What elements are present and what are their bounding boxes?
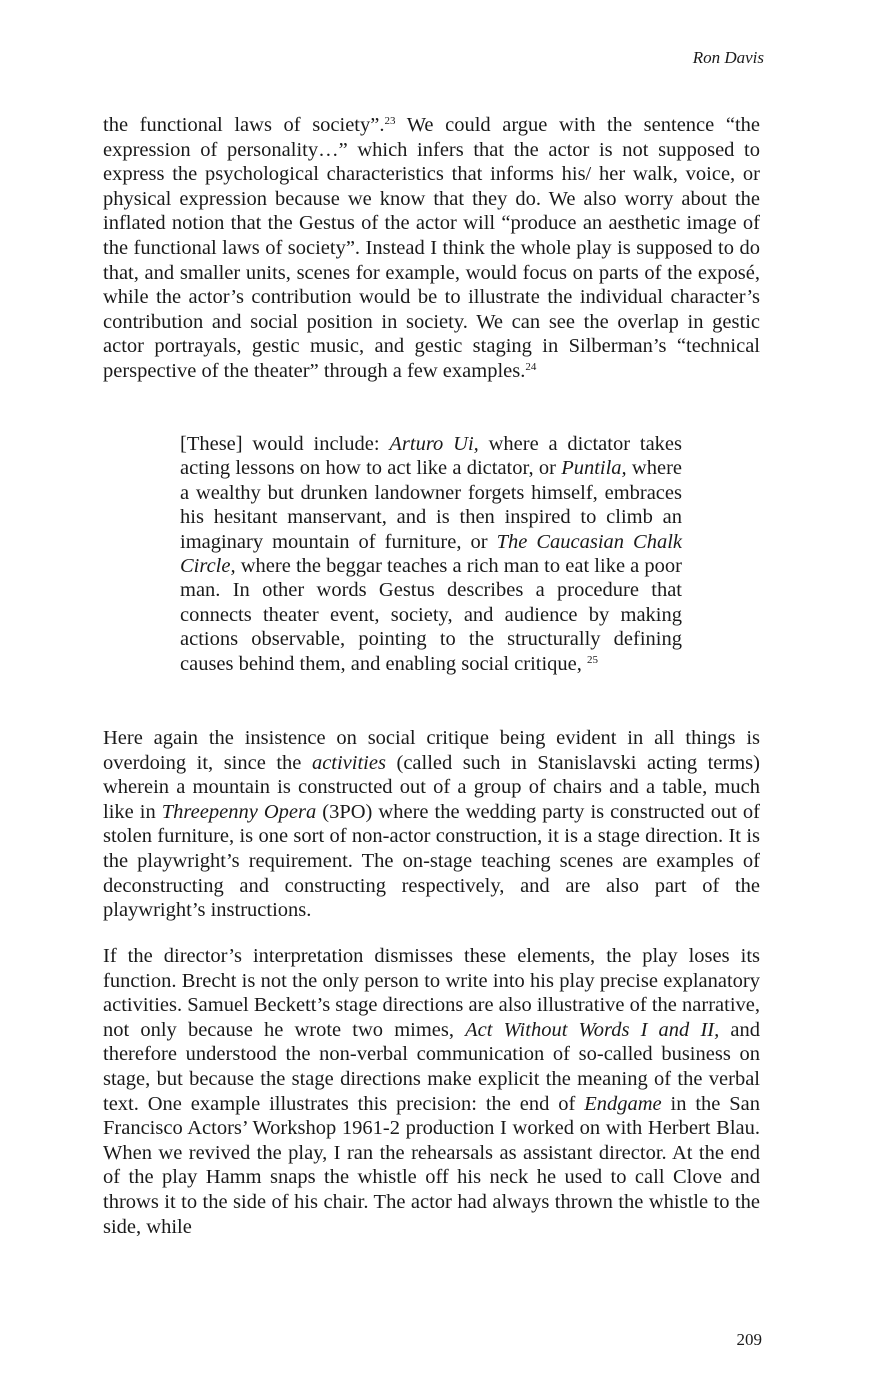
- paragraph-text: We could argue with the sentence “the expression of personality…” which infers that the actor is not supposed to express the psychological characteristics that informs his/ her walk, voice, or physical expression because we know that they do. We also worry about the inflated notion that the Gestus of the actor will “produce an aesthetic image of the functional laws of society”. Instead I think the whole play is supposed to do that, and smaller units, scenes for example, would focus on parts of the exposé, while the actor’s contribution would be to illustrate the individual character’s contribution and social position in society. We can see the overlap in gestic actor portrayals, gestic music, and gestic staging in Silberman’s “technical perspective of the theater” through a few examples.: [103, 114, 760, 382]
- title-arturo-ui: Arturo Ui,: [389, 433, 479, 455]
- body-paragraph-1: [103, 113, 760, 384]
- emphasis-activities: activities: [311, 751, 386, 774]
- paragraph-text: (3PO) where the wedding party is constructed out of stolen furniture, is one sort of non-actor construction, it is a stage direction. It is the playwright’s requirement. The on-stage teaching scenes are examples of deconstructing and constructing respectively, and are also part of the playwright’s instructions.: [103, 800, 761, 922]
- footnote-ref-25: 25: [587, 653, 599, 666]
- title-threepenny-opera: Threepenny Opera: [161, 800, 317, 823]
- quote-text: where the beggar teaches a rich man to eat like a poor man. In other words Gestus describes a procedure that connects theater event, society, and audience by making actions observable, pointing to the structurally defining causes behind them, and enabling social critique,: [180, 555, 682, 675]
- paragraph-text: Here again the insistence on social critique being evident in all things is overdoing it, since the: [103, 727, 760, 774]
- paragraph-text: the functional laws of society”.: [103, 114, 385, 136]
- title-endgame: Endgame: [584, 1092, 662, 1115]
- block-quote: [180, 432, 682, 676]
- footnote-ref-24: 24: [525, 360, 537, 373]
- footnote-ref-23: 23: [384, 115, 396, 127]
- title-act-without-words: Act Without Words I and II,: [465, 1018, 720, 1041]
- body-paragraph-2: [103, 726, 760, 923]
- paragraph-text: If the director’s interpretation dismisses these elements, the play loses its function. Brecht is not the only person to write into his play precise explanatory activities. Samuel Beckett’s stage directions are also illustrative of the narrative, not only because he wrote two mimes,: [103, 945, 760, 1041]
- paragraph-text: and therefore understood the non-verbal communication of so-called business on stage, but because the stage directions make explicit the meaning of the verbal text. One example illustrates this precision: the end of: [103, 1018, 761, 1115]
- paragraph-text: in the San Francisco Actors’ Workshop 1961-2 production I worked on with Herbert Blau. When we revived the play, I ran the rehearsals as assistant director. At the end of the play Hamm snaps the whistle off his neck he used to call Clove and throws it to the side of his chair. The actor had always thrown the whistle to the side, while: [103, 1092, 760, 1238]
- quote-text: [These] would include:: [180, 433, 390, 455]
- paragraph-text: (called such in Stanislavski acting terms) wherein a mountain is constructed out of a group of chairs and a table, much like in: [103, 751, 760, 823]
- quote-text: where a wealthy but drunken landowner forgets himself, embraces his hesitant manservant, and is then inspired to climb an imaginary mountain of furniture, or: [180, 457, 682, 553]
- page-number: 209: [736, 1330, 762, 1349]
- quote-text: where a dictator takes acting lessons on how to act like a dictator, or: [180, 433, 682, 480]
- body-paragraph-3: [103, 944, 760, 1239]
- running-header-author: Ron Davis: [692, 48, 764, 67]
- title-caucasian-chalk-circle: The Caucasian Chalk Circle,: [180, 530, 683, 578]
- title-puntila: Puntila,: [561, 457, 627, 480]
